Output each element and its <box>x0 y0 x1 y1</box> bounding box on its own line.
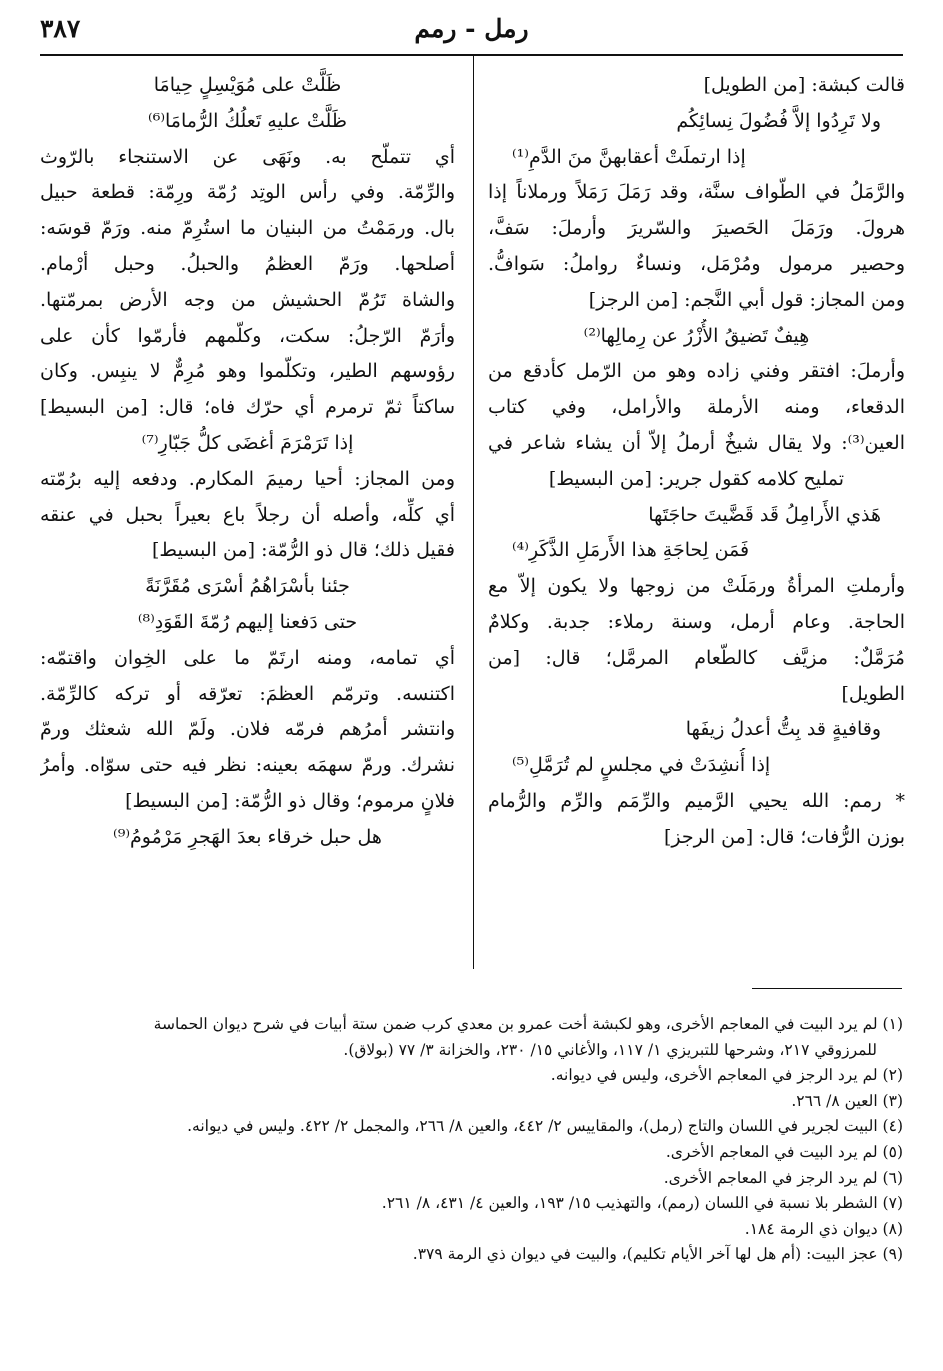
left-column-line: رؤوسهم الطير، وتكلّموا وهو مُرِمٌّ لا ينبِس. وكان <box>40 360 455 383</box>
running-title: رمل - رمم <box>414 14 529 43</box>
left-column-line: إذا تَرَمْرَمَ أغضَى كلُّ جَبّارِ⁽⁷⁾ <box>141 431 354 454</box>
footnote: (٧) الشطر بلا نسبة في اللسان (رمم)، والتهذيب ١٥/ ١٩٣، والعين ٤/ ٤٣١، ٨/ ٢٦١. <box>381 1194 903 1213</box>
footnote: للمرزوقي ٢١٧، وشرحها للتبريزي ١/ ١١٧، والأغاني ١٥/ ٢٣٠، والخزانة ٣/ ٧٧ (بولاق). <box>343 1040 877 1059</box>
left-column <box>40 68 455 856</box>
left-column-line: أي كلِّه، وأصله أن رجلاً باع بعيراً بحبل في عنقه <box>40 503 455 526</box>
right-column-line: وحصير مرمول ومُرْمَل، ونساءٌ رواملُ: سَوافُّ. <box>488 252 905 275</box>
footnote: (٦) لم يرد الرجز في المعاجم الأخرى. <box>663 1168 903 1187</box>
left-column-line: هل حبل خرقاء بعدَ الهَجرِ مَرْمُومُ⁽⁹⁾ <box>113 825 382 848</box>
footnote: (٩) عجز البيت: (أم هل لها آخر الأيام تكليم)، والبيت في ديوان ذي الرمة ٣٧٩. <box>412 1245 903 1264</box>
right-column-line: والرَّمَلُ في الطّواف سنَّة، وقد رَمَلَ رَمَلاً ورملاناً إذا <box>488 181 905 204</box>
footnote: (٢) لم يرد الرجز في المعاجم الأخرى، وليس في ديوانه. <box>550 1066 903 1085</box>
left-column-line: ومن المجاز: أحيا رميمَ المكارم. ودفعه إليه برُمّته <box>40 467 455 490</box>
left-column-line: وأرَمّ الرّجلُ: سكت، وكلّمهم فأرمّوا كأن على <box>40 324 455 347</box>
right-column-line: تمليح كلامه كقول جرير: [من البسيط] <box>548 467 845 490</box>
left-column-line: نشرك. ورمّ سهمَه بعينه: نظر فيه حتى سوّاه. وأمرُ <box>40 754 455 777</box>
right-column-line: العين⁽³⁾: ولا يقال شيخٌ أرملُ إلاّ أن يشاء شاعر في <box>488 431 905 454</box>
right-column-line: هَذي الأَرامِلُ قَد قَضَّيتَ حاجَتَها <box>648 503 881 526</box>
left-column-line: والشاة تَرُمّ الحشيش من وجه الأرض بمرمّتها. <box>40 288 455 311</box>
left-column-line: بال. ورمَمْتُ من البنيان ما استُرِمّ منه. ورَمّ قوسَه: <box>40 217 455 240</box>
left-column-line: جئنا بأسْرَاهُمُ أسْرَى مُقَرَّنَةً <box>145 575 350 598</box>
right-column-line: إذا ارتملَتْ أعقابهنَّ منَ الدَّمِ⁽¹⁾ <box>512 145 746 168</box>
left-column-line: فلانٍ مرموم؛ وقال ذو الرُّمّة: [من البسيط] <box>125 789 455 812</box>
footnote: (٨) ديوان ذي الرمة ١٨٤. <box>744 1219 903 1238</box>
column-divider <box>473 56 474 969</box>
right-column-line: الحاجة. وعام أرمل، وسنة رملاء: جدبة. وكلامٌ <box>488 610 905 633</box>
footnotes <box>40 1012 903 1268</box>
right-column-line: بوزن الرُّفات؛ قال: [من الرجز] <box>663 825 905 848</box>
right-column-line: ولا تَرِدُوا إلاَّ فُضُولَ نِسائِكُم <box>676 109 881 132</box>
footnote: (٤) البيت لجرير في اللسان والتاج (رمل)، والمقاييس ٢/ ٤٤٢، والعين ٨/ ٢٦٦، والمجمل ٢/ ٤٢٢. وليس في ديوانه. <box>187 1117 903 1136</box>
right-column-line: الطويل] <box>841 682 905 705</box>
right-column-line: ومن المجاز: قول أبي النَّجم: [من الرجز] <box>588 288 905 311</box>
page-header <box>40 14 903 54</box>
right-column-line: فَمَن لِحاجَةِ هذا الأَرمَلِ الذَّكَرِ⁽⁴⁾ <box>512 539 750 562</box>
left-column-line: فقيل ذلك؛ قال ذو الرُّمّة: [من البسيط] <box>152 539 455 562</box>
left-column-line: ظَلَّتْ عليهِ تَعلُكُ الرُّمامَا⁽⁶⁾ <box>148 109 347 132</box>
left-column-line: أي تتملّح به. ونَهَى عن الاستنجاء بالرّوث <box>40 145 455 168</box>
right-column-line: وأرملتِ المرأةُ ورمَلَتْ من زوجها ولا يكون إلاّ مع <box>488 575 905 598</box>
left-column-line: اكتنسه. وترمّم العظمَ: تعرّقه أو تركه كالرِّمّة. <box>40 682 455 705</box>
header-rule <box>40 54 903 56</box>
left-column-line: وانتشر أمرُهم فرمّه فلان. ولَمّ الله شعثك ورمّ <box>40 718 455 741</box>
left-column-line: أصلحها. ورَمّ العظمُ والحبلُ. وحبل أرْمام. <box>40 252 455 275</box>
page-number: ٣٨٧ <box>40 14 81 43</box>
left-column-line: والرِّمّة. وفي رأس الوتِد رُمّة ورِمّة: قطعة حبيل <box>40 181 455 204</box>
right-column <box>488 68 905 856</box>
left-column-line: أي تمامه، ومنه ارتَمّ ما على الخِوان واقتمّه: <box>40 646 455 669</box>
footnote: (١) لم يرد البيت في المعاجم الأخرى، وهو لكبشة أخت عمرو بن معدي كرب ضمن ستة أبيات في شرح ديوان الحماسة <box>153 1015 903 1033</box>
right-column-line: هِيفٌ تَضيقُ الأُزْرُ عن رِمالِها⁽²⁾ <box>583 324 810 347</box>
right-column-line: مُرَمَّلٌ: مزيَّف كالطّعام المرمَّل؛ قال: [من <box>488 646 905 669</box>
left-column-line: حتى دَفعنا إليهم رُمّةَ القَوَدِ⁽⁸⁾ <box>137 610 358 633</box>
footnote: (٣) العين ٨/ ٢٦٦. <box>791 1091 903 1110</box>
right-column-line: وقافيةٍ قد بِتُّ أعدلُ زيفَها <box>685 718 881 741</box>
right-column-line: الدقعاء، ومنه الأرملة والأرامل، وفي كتاب <box>488 396 905 419</box>
right-column-line: قالت كبشة: [من الطويل] <box>703 74 905 96</box>
right-column-line: * رمم: الله يحيي الرَّميم والرِّمَم والرِّم والرُّمام <box>488 789 905 812</box>
footnote: (٥) لم يرد البيت في المعاجم الأخرى. <box>665 1142 903 1161</box>
right-column-line: هرولَ. ورَمَلَ الحَصيرَ والسّريرَ وأرملَ: سَفَّ، <box>488 217 905 240</box>
left-column-line: ساكتاً ثمّ ترمرم أي حرّك فاه؛ قال: [من البسيط] <box>40 396 455 419</box>
right-column-line: وأرملَ: افتقر وفني زاده وهو من الرّمل كأدقع من <box>488 360 905 383</box>
left-column-line: ظَلَّتْ على مُوَيْسِلٍ حِيامَا <box>153 74 342 96</box>
right-column-line: إذا أُنشِدَتْ في مجلسٍ لم تُرَمَّلِ⁽⁵⁾ <box>512 754 771 777</box>
footnote-separator <box>752 988 902 989</box>
